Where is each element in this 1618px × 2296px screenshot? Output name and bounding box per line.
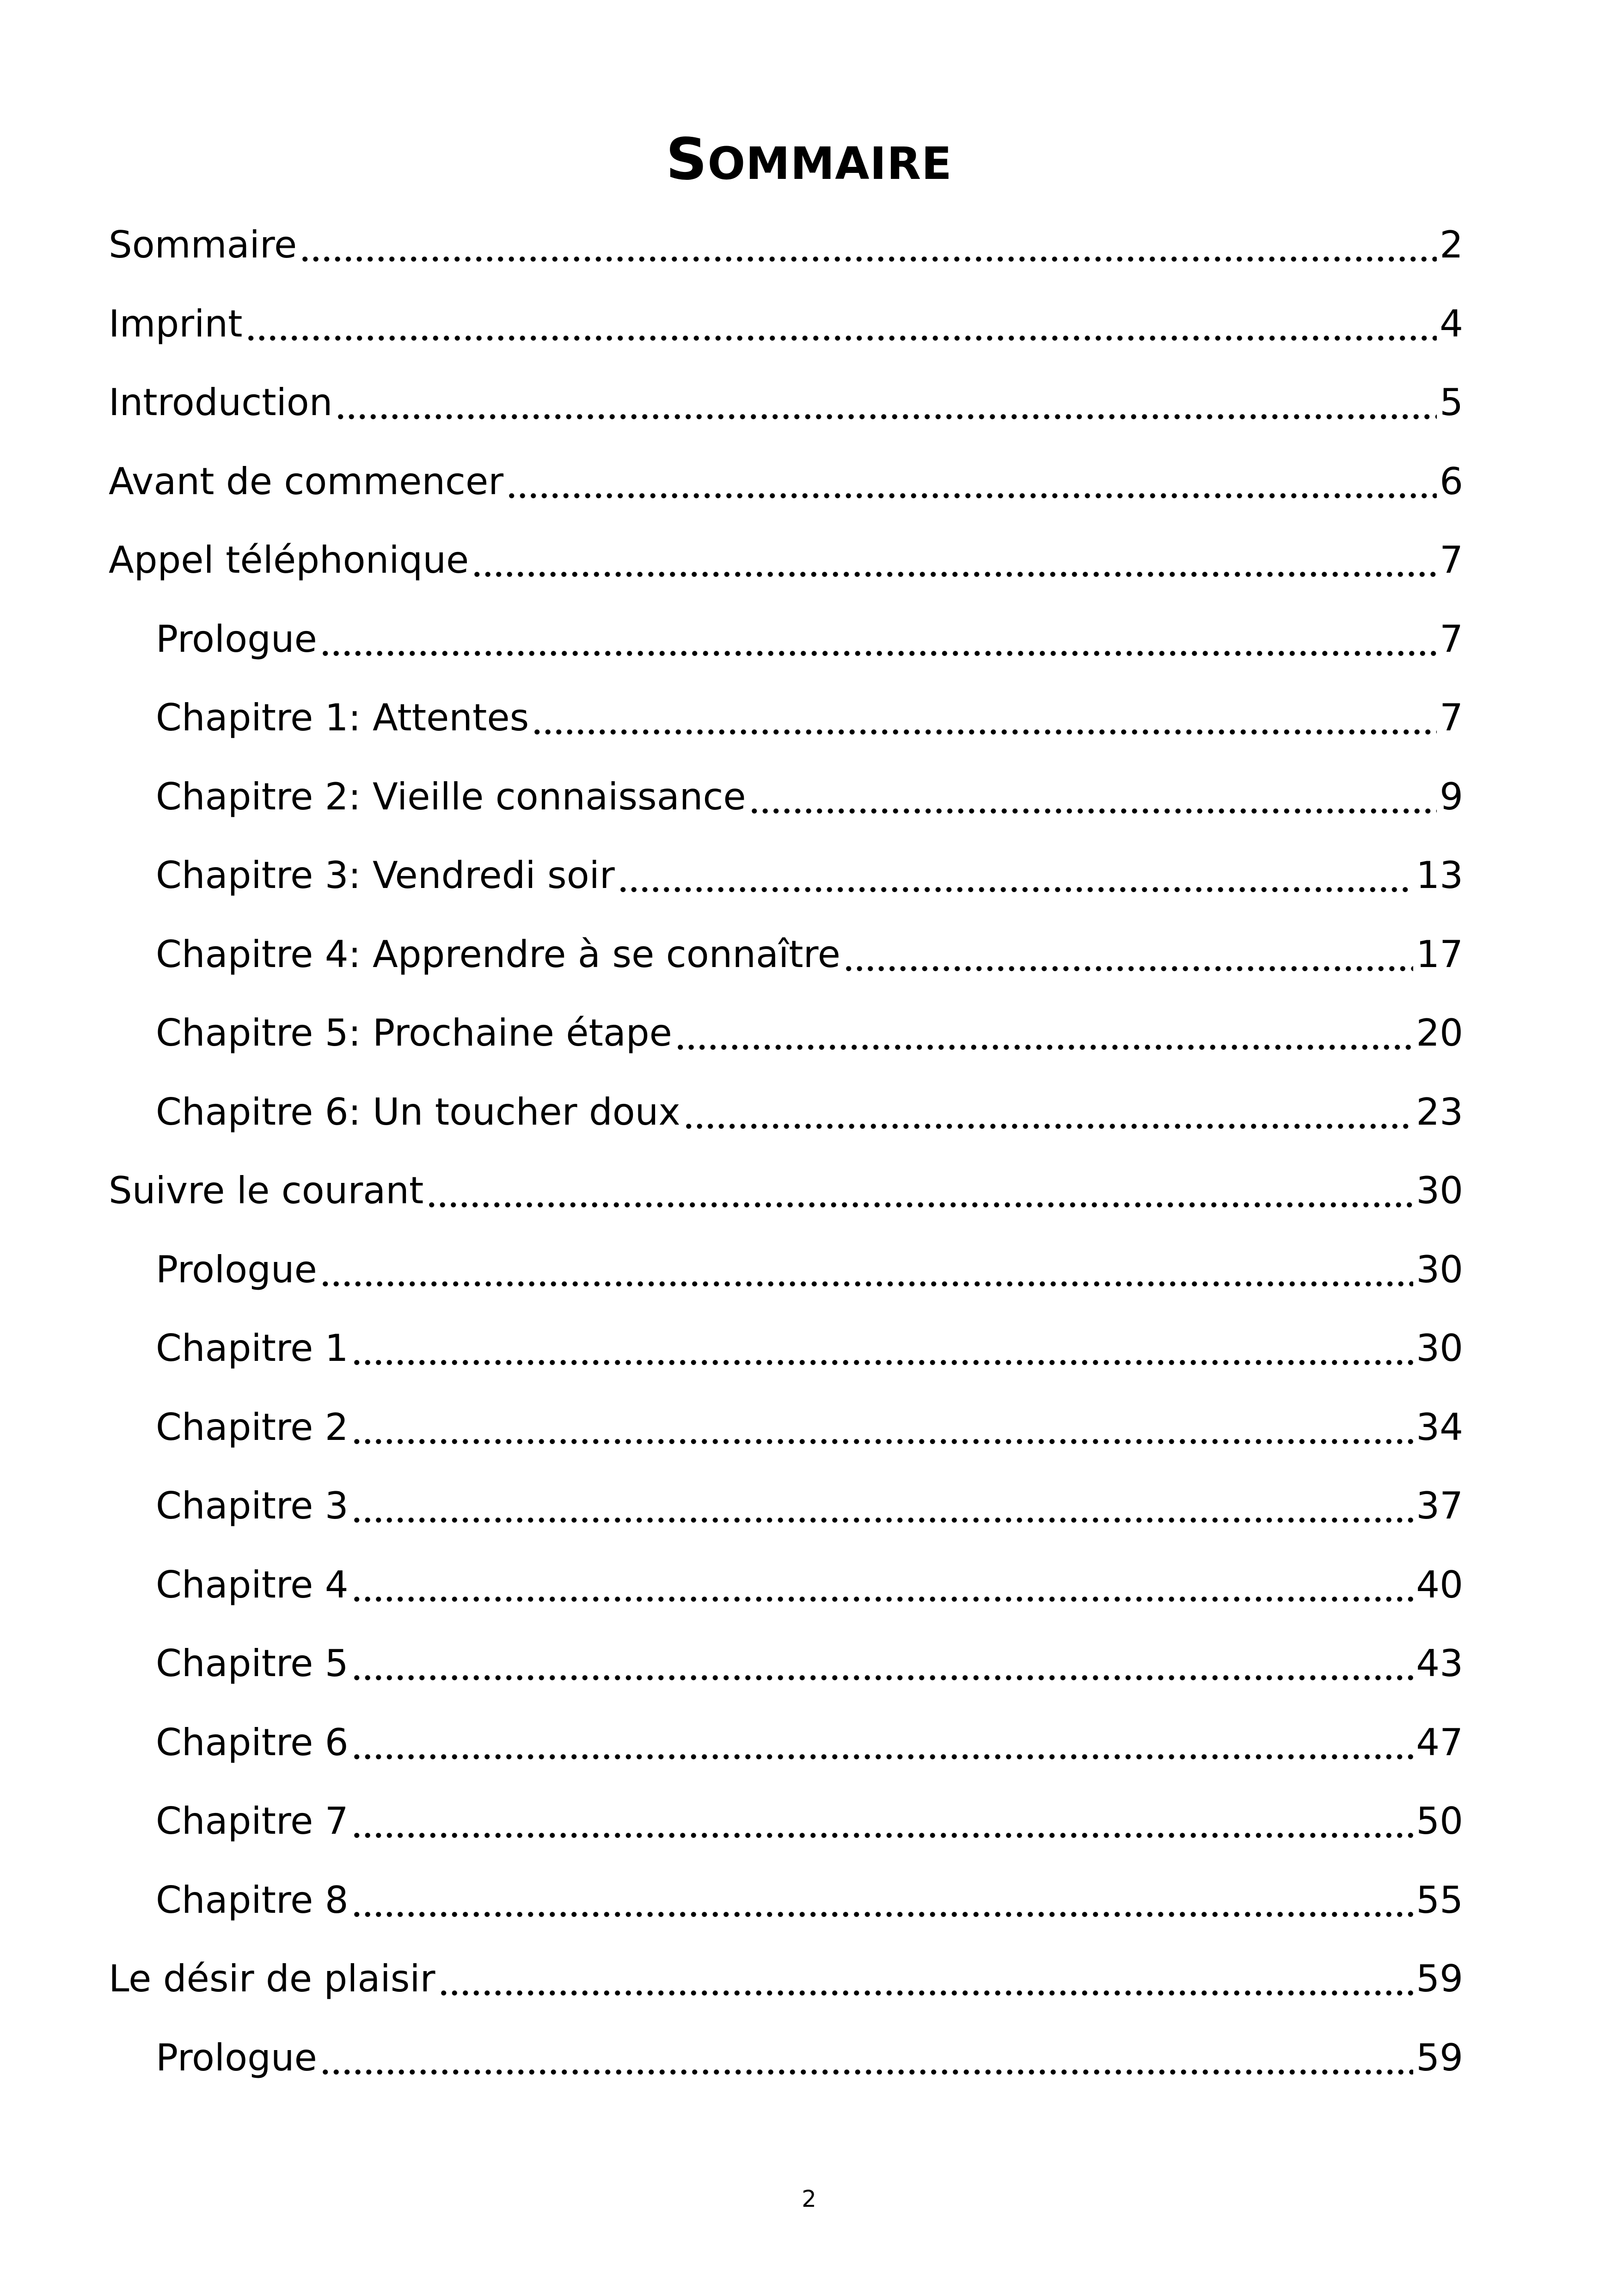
toc-entry[interactable] <box>109 375 1463 430</box>
toc-dot-leader <box>472 533 1437 580</box>
toc-entry-label: Chapitre 3 <box>156 1484 349 1527</box>
toc-dot-leader <box>351 1558 1414 1604</box>
toc-entry-label: Chapitre 8 <box>156 1879 349 1922</box>
toc-entry-label: Chapitre 4 <box>156 1563 349 1606</box>
toc-dot-leader <box>351 1716 1414 1762</box>
page-title <box>0 122 1618 201</box>
toc-dot-leader <box>320 1243 1413 1289</box>
toc-entry-page-number: 4 <box>1440 302 1463 345</box>
toc-entry-label: Chapitre 4: Apprendre à se connaître <box>156 933 841 976</box>
toc-dot-leader <box>320 612 1437 659</box>
toc-entry[interactable] <box>109 533 1463 588</box>
toc-entry-page-number: 40 <box>1416 1563 1463 1606</box>
toc-entry-page-number: 43 <box>1416 1642 1463 1685</box>
toc-entry[interactable] <box>156 927 1463 982</box>
toc-entry[interactable] <box>156 1084 1463 1140</box>
toc-dot-leader <box>618 849 1413 895</box>
toc-dot-leader <box>351 1874 1414 1920</box>
toc-dot-leader <box>843 928 1413 974</box>
toc-entry-label: Le désir de plaisir <box>109 1957 435 2000</box>
toc-entry[interactable] <box>156 1400 1463 1455</box>
toc-entry-label: Suivre le courant <box>109 1169 424 1212</box>
toc-entry-page-number: 47 <box>1416 1721 1463 1764</box>
toc-entry-label: Chapitre 2: Vieille connaissance <box>156 775 746 818</box>
toc-entry[interactable] <box>156 1478 1463 1534</box>
toc-entry-label: Introduction <box>109 381 333 424</box>
toc-entry[interactable] <box>156 1636 1463 1691</box>
toc-entry[interactable] <box>109 1163 1463 1218</box>
toc-entry-page-number: 5 <box>1440 381 1463 424</box>
toc-dot-leader <box>320 2031 1413 2077</box>
toc-entry[interactable] <box>156 2030 1463 2086</box>
toc-entry-page-number: 59 <box>1416 2036 1463 2079</box>
toc-dot-leader <box>438 1952 1414 1998</box>
toc-entry-page-number: 30 <box>1416 1169 1463 1212</box>
toc-entry[interactable] <box>156 1794 1463 1849</box>
toc-entry-page-number: 30 <box>1416 1248 1463 1291</box>
toc-entry-page-number: 13 <box>1416 854 1463 897</box>
toc-entry-label: Chapitre 3: Vendredi soir <box>156 854 615 897</box>
toc-entry-label: Prologue <box>156 1248 317 1291</box>
toc-entry[interactable] <box>156 612 1463 667</box>
toc-entry-label: Prologue <box>156 618 317 661</box>
toc-entry-label: Sommaire <box>109 223 297 266</box>
toc-entry[interactable] <box>156 1715 1463 1770</box>
toc-entry[interactable] <box>109 296 1463 352</box>
toc-entry[interactable] <box>109 454 1463 509</box>
toc-dot-leader <box>749 770 1437 816</box>
toc-entry[interactable] <box>156 769 1463 825</box>
toc-dot-leader <box>351 1401 1414 1447</box>
toc-entry-label: Chapitre 1 <box>156 1327 349 1370</box>
toc-entry-page-number: 17 <box>1416 933 1463 976</box>
toc-entry-label: Chapitre 6: Un toucher doux <box>156 1090 680 1133</box>
toc-entry-label: Chapitre 1: Attentes <box>156 696 529 739</box>
toc-entry-label: Prologue <box>156 2036 317 2079</box>
toc-entry-page-number: 34 <box>1416 1406 1463 1449</box>
toc-entry-page-number: 7 <box>1440 696 1463 739</box>
toc-entry-page-number: 37 <box>1416 1484 1463 1527</box>
toc-entry-label: Chapitre 7 <box>156 1800 349 1843</box>
toc-entry-page-number: 50 <box>1416 1800 1463 1843</box>
toc-entry-page-number: 7 <box>1440 618 1463 661</box>
toc-dot-leader <box>351 1794 1414 1841</box>
toc-entry-page-number: 6 <box>1440 460 1463 503</box>
toc-entry[interactable] <box>156 848 1463 903</box>
toc-entry[interactable] <box>156 1873 1463 1928</box>
toc-entry[interactable] <box>156 690 1463 746</box>
toc-entry-label: Appel téléphonique <box>109 539 469 582</box>
toc-entry-page-number: 30 <box>1416 1327 1463 1370</box>
toc-dot-leader <box>675 1006 1413 1053</box>
title-rest: OMMAIRE <box>707 138 952 190</box>
toc-entry-label: Imprint <box>109 302 243 345</box>
toc-entry-label: Chapitre 6 <box>156 1721 349 1764</box>
toc-entry-label: Chapitre 5: Prochaine étape <box>156 1011 672 1054</box>
toc-dot-leader <box>351 1479 1414 1525</box>
toc-dot-leader <box>426 1164 1413 1210</box>
toc-entry-page-number: 7 <box>1440 539 1463 582</box>
toc-dot-leader <box>351 1637 1414 1683</box>
toc-entry[interactable] <box>156 1242 1463 1298</box>
toc-entry-page-number: 9 <box>1440 775 1463 818</box>
toc-entry[interactable] <box>156 1557 1463 1613</box>
title-first-letter: S <box>666 126 708 193</box>
toc-entry-page-number: 20 <box>1416 1011 1463 1054</box>
toc-entry-page-number: 55 <box>1416 1879 1463 1922</box>
toc-entry-label: Chapitre 2 <box>156 1406 349 1449</box>
toc-dot-leader <box>683 1085 1413 1132</box>
toc-entry[interactable] <box>156 1005 1463 1061</box>
toc-dot-leader <box>506 455 1437 501</box>
toc-entry[interactable] <box>156 1321 1463 1376</box>
toc-dot-leader <box>532 691 1437 737</box>
toc-dot-leader <box>351 1322 1414 1368</box>
toc-entry-page-number: 2 <box>1440 223 1463 266</box>
toc-dot-leader <box>300 218 1437 264</box>
toc-entry-page-number: 59 <box>1416 1957 1463 2000</box>
toc-entry[interactable] <box>109 1951 1463 2007</box>
toc-entry-label: Avant de commencer <box>109 460 504 503</box>
toc-dot-leader <box>335 376 1437 422</box>
toc-entry[interactable] <box>109 217 1463 273</box>
toc-entry-label: Chapitre 5 <box>156 1642 349 1685</box>
toc-entry-page-number: 23 <box>1416 1090 1463 1133</box>
toc-dot-leader <box>245 297 1437 343</box>
footer-page-number: 2 <box>802 2186 816 2212</box>
